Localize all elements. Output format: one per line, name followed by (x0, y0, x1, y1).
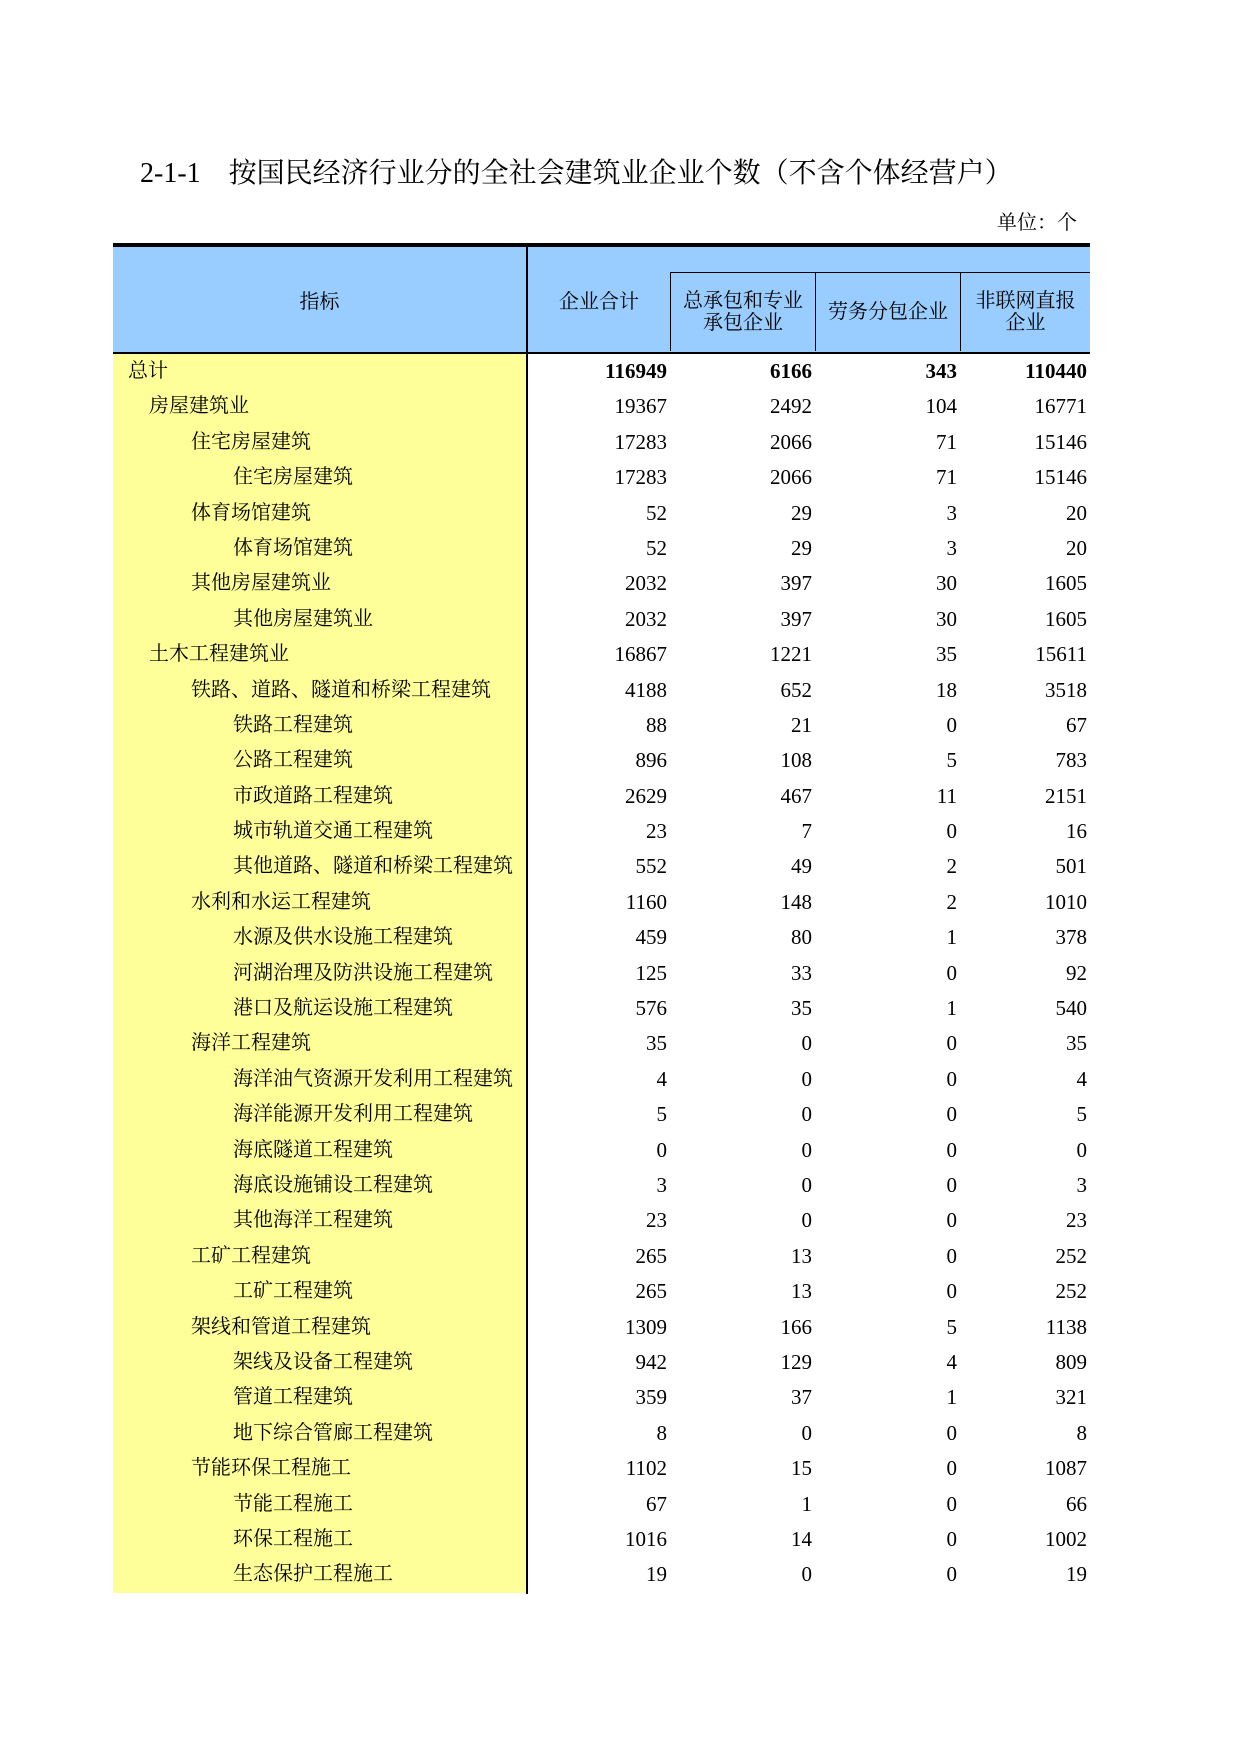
value-non-network: 3 (1076, 1172, 1087, 1197)
row-label: 体育场馆建筑 (113, 531, 527, 566)
header-labor-subcontract: 劳务分包企业 (815, 273, 960, 351)
row-label: 其他房屋建筑业 (113, 566, 527, 601)
header-non-network (960, 273, 1090, 351)
row-label: 其他海洋工程建筑 (113, 1203, 527, 1238)
value-enterprise-total: 576 (635, 996, 667, 1021)
table-row (113, 673, 1090, 708)
value-general-contract: 35 (791, 996, 812, 1021)
value-non-network: 5 (1076, 1102, 1087, 1127)
table-row (113, 1522, 1090, 1557)
table-body (113, 354, 1090, 1593)
value-non-network: 4 (1076, 1066, 1087, 1091)
row-label: 铁路工程建筑 (113, 708, 527, 743)
value-labor-subcontract: 1 (946, 1385, 957, 1410)
value-non-network: 809 (1055, 1349, 1087, 1374)
table-row (113, 1026, 1090, 1061)
value-enterprise-total: 1160 (625, 889, 667, 914)
value-non-network: 1010 (1045, 889, 1087, 914)
value-non-network: 2151 (1045, 783, 1087, 808)
value-general-contract: 1 (801, 1491, 812, 1516)
value-non-network: 15146 (1034, 429, 1087, 454)
row-label: 海底隧道工程建筑 (113, 1133, 527, 1168)
value-non-network: 8 (1076, 1420, 1087, 1445)
value-labor-subcontract: 35 (936, 642, 957, 667)
value-labor-subcontract: 1 (946, 996, 957, 1021)
table-row (113, 814, 1090, 849)
value-enterprise-total: 19 (646, 1562, 667, 1587)
row-label: 土木工程建筑业 (113, 637, 527, 672)
value-labor-subcontract: 5 (946, 1314, 957, 1339)
table-row (113, 920, 1090, 955)
row-label: 水利和水运工程建筑 (113, 885, 527, 920)
value-labor-subcontract: 5 (946, 748, 957, 773)
value-enterprise-total: 52 (646, 535, 667, 560)
value-labor-subcontract: 343 (925, 359, 957, 383)
value-general-contract: 2066 (770, 465, 812, 490)
value-enterprise-total: 2032 (625, 606, 667, 631)
value-enterprise-total: 16867 (614, 642, 667, 667)
value-non-network: 23 (1066, 1208, 1087, 1233)
value-enterprise-total: 88 (646, 712, 667, 737)
value-labor-subcontract: 2 (946, 889, 957, 914)
value-general-contract: 652 (780, 677, 812, 702)
value-general-contract: 15 (791, 1456, 812, 1481)
value-general-contract: 13 (791, 1243, 812, 1268)
value-enterprise-total: 1102 (625, 1456, 667, 1481)
table-row (113, 1557, 1090, 1592)
value-general-contract: 129 (780, 1349, 812, 1374)
table-row (113, 1168, 1090, 1203)
statistics-table (113, 243, 1090, 1593)
row-label: 公路工程建筑 (113, 743, 527, 778)
value-labor-subcontract: 0 (946, 1172, 957, 1197)
value-enterprise-total: 1309 (625, 1314, 667, 1339)
table-row (113, 496, 1090, 531)
value-labor-subcontract: 71 (936, 429, 957, 454)
table-row (113, 1239, 1090, 1274)
row-label: 海洋工程建筑 (113, 1026, 527, 1061)
value-enterprise-total: 19367 (614, 394, 667, 419)
value-general-contract: 0 (801, 1208, 812, 1233)
value-non-network: 0 (1076, 1137, 1087, 1162)
value-enterprise-total: 116949 (605, 359, 667, 383)
value-enterprise-total: 2629 (625, 783, 667, 808)
value-non-network: 15611 (1035, 642, 1087, 667)
value-enterprise-total: 2032 (625, 571, 667, 596)
table-row (113, 1487, 1090, 1522)
row-label: 其他道路、隧道和桥梁工程建筑 (113, 849, 527, 884)
row-label: 河湖治理及防洪设施工程建筑 (113, 956, 527, 991)
value-labor-subcontract: 1 (946, 925, 957, 950)
value-labor-subcontract: 0 (946, 1031, 957, 1056)
value-non-network: 501 (1055, 854, 1087, 879)
header-subgroup (670, 272, 1090, 352)
value-enterprise-total: 23 (646, 819, 667, 844)
table-row (113, 1062, 1090, 1097)
table-row (113, 1451, 1090, 1486)
value-non-network: 1605 (1045, 606, 1087, 631)
value-enterprise-total: 265 (635, 1243, 667, 1268)
row-label: 体育场馆建筑 (113, 496, 527, 531)
value-enterprise-total: 35 (646, 1031, 667, 1056)
value-non-network: 783 (1055, 748, 1087, 773)
value-enterprise-total: 896 (635, 748, 667, 773)
value-enterprise-total: 52 (646, 500, 667, 525)
row-label: 城市轨道交通工程建筑 (113, 814, 527, 849)
table-row (113, 460, 1090, 495)
value-general-contract: 14 (791, 1526, 812, 1551)
table-row (113, 1310, 1090, 1345)
value-labor-subcontract: 0 (946, 1066, 957, 1091)
value-enterprise-total: 5 (656, 1102, 667, 1127)
value-labor-subcontract: 2 (946, 854, 957, 879)
value-non-network: 35 (1066, 1031, 1087, 1056)
value-enterprise-total: 8 (656, 1420, 667, 1445)
value-non-network: 378 (1055, 925, 1087, 950)
row-label: 房屋建筑业 (113, 389, 527, 424)
value-non-network: 321 (1055, 1385, 1087, 1410)
value-general-contract: 108 (780, 748, 812, 773)
value-general-contract: 0 (801, 1420, 812, 1445)
value-labor-subcontract: 3 (946, 500, 957, 525)
value-labor-subcontract: 71 (936, 465, 957, 490)
column-divider (526, 247, 528, 1594)
value-labor-subcontract: 0 (946, 1102, 957, 1127)
value-labor-subcontract: 3 (946, 535, 957, 560)
value-general-contract: 397 (780, 571, 812, 596)
value-labor-subcontract: 0 (946, 960, 957, 985)
table-row (113, 991, 1090, 1026)
value-enterprise-total: 1016 (625, 1526, 667, 1551)
value-non-network: 66 (1066, 1491, 1087, 1516)
value-non-network: 252 (1055, 1243, 1087, 1268)
page-title: 2-1-1 按国民经济行业分的全社会建筑业企业个数（不含个体经营户） (140, 158, 1013, 189)
value-labor-subcontract: 0 (946, 1243, 957, 1268)
value-general-contract: 2066 (770, 429, 812, 454)
header-non-network-text: 非联网直报企业 (975, 290, 1076, 334)
row-label: 住宅房屋建筑 (113, 425, 527, 460)
header-indicator: 指标 (299, 291, 340, 313)
value-non-network: 110440 (1025, 359, 1087, 383)
value-non-network: 20 (1066, 535, 1087, 560)
value-non-network: 16 (1066, 819, 1087, 844)
value-non-network: 1605 (1045, 571, 1087, 596)
row-label: 架线及设备工程建筑 (113, 1345, 527, 1380)
value-general-contract: 0 (801, 1562, 812, 1587)
value-general-contract: 21 (791, 712, 812, 737)
row-label: 住宅房屋建筑 (113, 460, 527, 495)
value-non-network: 252 (1055, 1279, 1087, 1304)
value-enterprise-total: 4188 (625, 677, 667, 702)
table-row (113, 566, 1090, 601)
value-enterprise-total: 3 (656, 1172, 667, 1197)
value-general-contract: 6166 (770, 359, 812, 383)
row-label: 水源及供水设施工程建筑 (113, 920, 527, 955)
value-labor-subcontract: 0 (946, 712, 957, 737)
value-general-contract: 0 (801, 1172, 812, 1197)
table-row (113, 1274, 1090, 1309)
value-labor-subcontract: 11 (936, 783, 957, 808)
value-labor-subcontract: 0 (946, 1526, 957, 1551)
row-label: 架线和管道工程建筑 (113, 1310, 527, 1345)
row-label: 地下综合管廊工程建筑 (113, 1416, 527, 1451)
table-row (113, 779, 1090, 814)
value-general-contract: 1221 (770, 642, 812, 667)
value-general-contract: 166 (780, 1314, 812, 1339)
value-general-contract: 0 (801, 1137, 812, 1162)
value-non-network: 67 (1066, 712, 1087, 737)
value-enterprise-total: 942 (635, 1349, 667, 1374)
value-enterprise-total: 359 (635, 1385, 667, 1410)
row-label: 海底设施铺设工程建筑 (113, 1168, 527, 1203)
unit-label: 单位：个 (997, 212, 1077, 234)
table-row (113, 885, 1090, 920)
value-enterprise-total: 459 (635, 925, 667, 950)
value-enterprise-total: 552 (635, 854, 667, 879)
row-label: 工矿工程建筑 (113, 1274, 527, 1309)
table-row (113, 637, 1090, 672)
table-row (113, 354, 1090, 389)
value-non-network: 19 (1066, 1562, 1087, 1587)
value-labor-subcontract: 0 (946, 1491, 957, 1516)
row-label: 海洋油气资源开发利用工程建筑 (113, 1062, 527, 1097)
value-general-contract: 148 (780, 889, 812, 914)
table-row (113, 1380, 1090, 1415)
table-row (113, 956, 1090, 991)
value-general-contract: 29 (791, 500, 812, 525)
row-label: 总计 (113, 354, 527, 389)
value-enterprise-total: 67 (646, 1491, 667, 1516)
value-labor-subcontract: 30 (936, 606, 957, 631)
table-row (113, 389, 1090, 424)
value-non-network: 20 (1066, 500, 1087, 525)
value-labor-subcontract: 0 (946, 1137, 957, 1162)
value-enterprise-total: 17283 (614, 465, 667, 490)
value-enterprise-total: 17283 (614, 429, 667, 454)
table-row (113, 1133, 1090, 1168)
header-general-contract (670, 273, 815, 351)
value-non-network: 1087 (1045, 1456, 1087, 1481)
value-general-contract: 37 (791, 1385, 812, 1410)
value-non-network: 15146 (1034, 465, 1087, 490)
header-general-contract-text: 总承包和专业承包企业 (683, 290, 803, 334)
table-row (113, 743, 1090, 778)
table-header (113, 247, 1090, 354)
value-general-contract: 13 (791, 1279, 812, 1304)
table-row (113, 708, 1090, 743)
value-labor-subcontract: 104 (925, 394, 957, 419)
value-enterprise-total: 4 (656, 1066, 667, 1091)
value-enterprise-total: 0 (656, 1137, 667, 1162)
value-general-contract: 397 (780, 606, 812, 631)
value-labor-subcontract: 30 (936, 571, 957, 596)
value-labor-subcontract: 0 (946, 1420, 957, 1445)
value-general-contract: 0 (801, 1031, 812, 1056)
row-label: 管道工程建筑 (113, 1380, 527, 1415)
row-label: 环保工程施工 (113, 1522, 527, 1557)
value-labor-subcontract: 4 (946, 1349, 957, 1374)
value-non-network: 3518 (1045, 677, 1087, 702)
row-label: 港口及航运设施工程建筑 (113, 991, 527, 1026)
value-labor-subcontract: 0 (946, 1279, 957, 1304)
table-row (113, 1416, 1090, 1451)
table-row (113, 602, 1090, 637)
value-labor-subcontract: 0 (946, 819, 957, 844)
value-general-contract: 33 (791, 960, 812, 985)
table-row (113, 425, 1090, 460)
value-non-network: 92 (1066, 960, 1087, 985)
header-enterprise-total: 企业合计 (559, 291, 639, 313)
value-enterprise-total: 125 (635, 960, 667, 985)
value-enterprise-total: 265 (635, 1279, 667, 1304)
value-general-contract: 7 (801, 819, 812, 844)
value-non-network: 1002 (1045, 1526, 1087, 1551)
value-labor-subcontract: 0 (946, 1208, 957, 1233)
value-labor-subcontract: 18 (936, 677, 957, 702)
table-row (113, 531, 1090, 566)
value-non-network: 540 (1055, 996, 1087, 1021)
value-general-contract: 29 (791, 535, 812, 560)
row-label: 生态保护工程施工 (113, 1557, 527, 1592)
value-general-contract: 2492 (770, 394, 812, 419)
row-label: 节能环保工程施工 (113, 1451, 527, 1486)
table-row (113, 1203, 1090, 1238)
row-label: 工矿工程建筑 (113, 1239, 527, 1274)
value-general-contract: 49 (791, 854, 812, 879)
value-enterprise-total: 23 (646, 1208, 667, 1233)
table-row (113, 849, 1090, 884)
table-row (113, 1097, 1090, 1132)
value-non-network: 16771 (1034, 394, 1087, 419)
row-label: 市政道路工程建筑 (113, 779, 527, 814)
row-label: 海洋能源开发利用工程建筑 (113, 1097, 527, 1132)
row-label: 节能工程施工 (113, 1487, 527, 1522)
value-general-contract: 80 (791, 925, 812, 950)
row-label: 铁路、道路、隧道和桥梁工程建筑 (113, 673, 527, 708)
value-non-network: 1138 (1045, 1314, 1087, 1339)
value-general-contract: 0 (801, 1102, 812, 1127)
value-general-contract: 0 (801, 1066, 812, 1091)
value-labor-subcontract: 0 (946, 1456, 957, 1481)
value-general-contract: 467 (780, 783, 812, 808)
value-labor-subcontract: 0 (946, 1562, 957, 1587)
table-row (113, 1345, 1090, 1380)
row-label: 其他房屋建筑业 (113, 602, 527, 637)
